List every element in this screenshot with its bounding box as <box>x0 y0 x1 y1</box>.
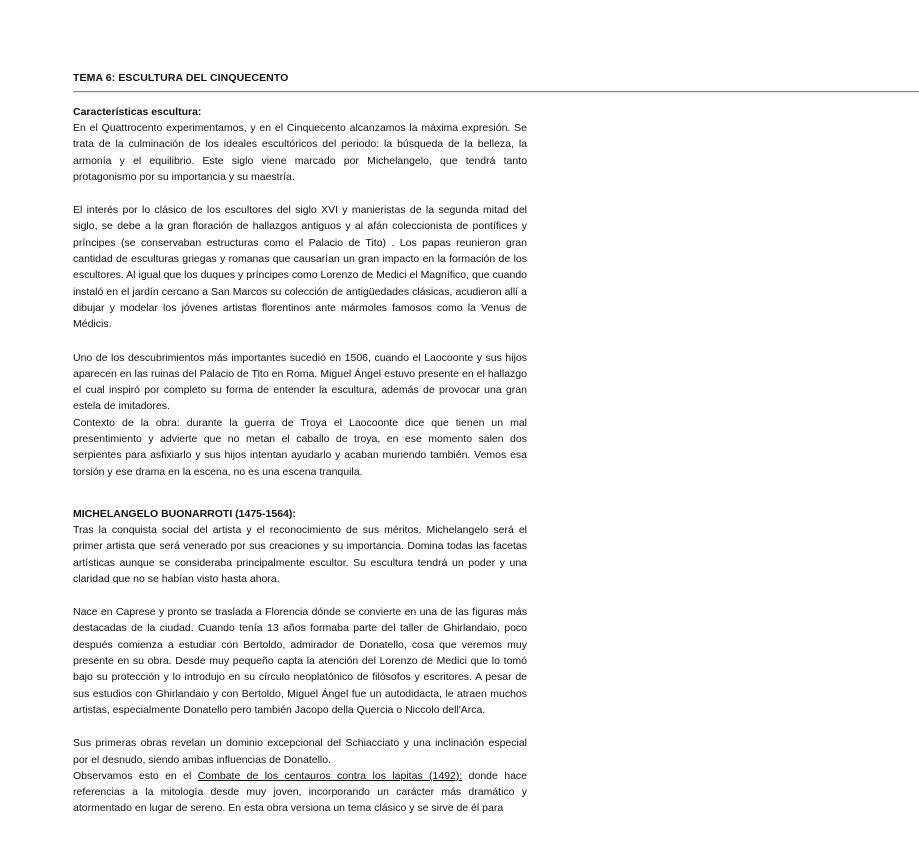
paragraph: Uno de los descubrimientos más importantes sucedió en 1506, cuando el Laocoonte y sus hijos aparecen en las ruinas del Palacio de Tito en Roma. Miguel Ángel estuvo presente en el hallazgo el cual inspiró por completo su forma de entender la escultura, además de provocar una gran estela de imitadores. <box>73 351 527 413</box>
section-heading-michelangelo: MICHELANGELO BUONARROTI (1475-1564): <box>73 507 296 520</box>
paragraph: Sus primeras obras revelan un dominio excepcional del Schiacciato y una inclinación especial por el desnudo, siendo ambas influencias de Donatello. <box>73 737 527 766</box>
paragraph <box>73 768 527 817</box>
paragraph: Nace en Caprese y pronto se traslada a Florencia dónde se convierte en una de las figuras más destacadas de la ciudad. Cuando tenía 13 años formaba parte del taller de Ghirlandaio, poco después comienza a estudiar con Bertoldo, admirador de Donatello, cosa que veremos muy presente en su obra. Desde muy pequeño capta la atención del Lorenzo de Medici que lo tomó bajo su protección y lo introdujo en su círculo neoplatónico de filósofos y escritores. A pesar de sus estudios con Ghirlandaio y con Bertoldo, Miguel Ángel fue un autodidacta, le atraen muchos artistas, especialmente Donatello pero también Jacopo della Quercia o Niccolo dell'Arca. <box>73 606 527 716</box>
paragraph-text: donde hace referencias a la mitología desde muy joven, incorporando un carácter más dramático y atormentado en lugar de sereno. En esta obra versiona un tema clásico y se sirve de él para <box>73 769 527 815</box>
artwork-link-combate-centauros[interactable]: Combate de los centauros contra los lapitas (1492): <box>197 769 463 782</box>
paragraph-text: Observamos esto en el <box>73 769 198 782</box>
paragraph: Contexto de la obra: durante la guerra de Troya el Laocoonte dice que tienen un mal presentimiento y advierte que no metan el caballo de troya, en ese momento salen dos serpientes para asfixiarlo y sus hijos intentan ayudarlo y acaban muriendo también. Vemos esa torsión y ese drama en la escena, no es una escena tranquila. <box>73 416 527 478</box>
paragraph: Tras la conquista social del artista y el reconocimiento de sus méritos, Michelangelo será el primer artista que será venerado por sus creaciones y su importancia. Domina todas las facetas artísticas aunque se consideraba principalmente escultor. Su escultura tendrá un poder y una claridad que no se habían visto hasta ahora. <box>73 523 527 585</box>
paragraph: En el Quattrocento experimentamos, y en el Cinquecento alcanzamos la máxima expresión. Se trata de la culminación de los ideales escultóricos del periodo: la búsqueda de la belleza, la armonía y el equilibrio. Este siglo viene marcado por Michelangelo, que tendrá tanto protagonismo por su importancia y su maestría. <box>73 122 527 183</box>
section-heading-caracteristicas: Características escultura: <box>73 106 202 118</box>
document-title: TEMA 6: ESCULTURA DEL CINQUECENTO <box>73 72 289 84</box>
document-body <box>73 70 919 817</box>
paragraph: El interés por lo clásico de los escultores del siglo XVI y manieristas de la segunda mitad del siglo, se debe a la gran floración de hallazgos antiguos y al afán coleccionista de pontífices y príncipes (se conservaban estructuras como el Palacio de Tito) . Los papas reunieron gran cantidad de esculturas griegas y romanas que causarían un gran impacto en la formación de los escultores. Al igual que los duques y príncipes como Lorenzo de Medici el Magnífico, que cuando instaló en el jardín cercano a San Marcos su colección de antigüedades clásicas, acudieron allí a dibujar y modelar los jóvenes artistas florentinos ante mármoles famosos como la Venus de Médicis. <box>73 204 527 331</box>
title-divider: —————————————————————————————————————————————————————————————————————————————————————————————— <box>73 86 919 96</box>
